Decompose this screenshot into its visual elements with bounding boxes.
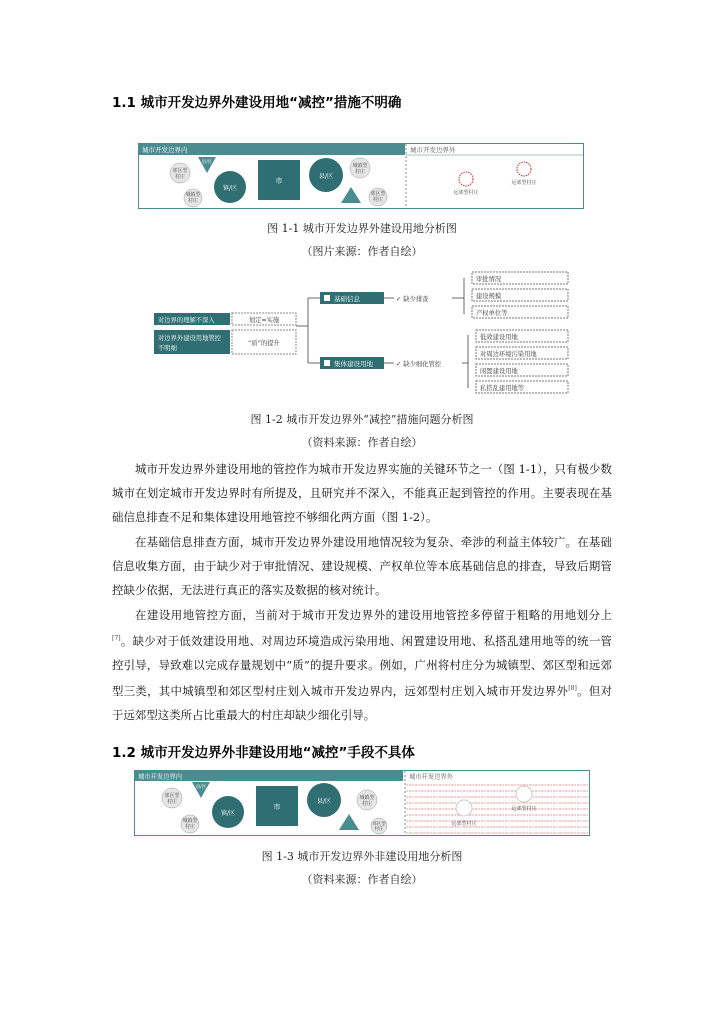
figure-1-3-caption: 图 1-3 城市开发边界外非建设用地分析图 xyxy=(261,850,463,863)
town-village-label-3: 城镇型 xyxy=(182,818,198,824)
far-village-2-label-3: 远郊型村庄 xyxy=(511,806,537,812)
city-node-label: 市 xyxy=(275,177,283,185)
suburban-village-label-2: 村庄 xyxy=(174,174,186,180)
left-result-1-label: 划定=实施 xyxy=(248,317,280,324)
mid-box-2-label: 集体建设用地 xyxy=(334,360,373,368)
paragraph-2: 在基础信息排查方面，城市开发边界外建设用地情况较为复杂、牵涉的利益主体较广。在基础信息收集方面，由于缺少对于审批情况、建设规模、产权单位等本底基础信息的排查，导致后期管控缺少依据，无法进行真正的落实及数据的核对统计。 xyxy=(112,535,612,598)
town-node-label-3: 镇/区 xyxy=(220,810,236,817)
small-district-label: 县/区 xyxy=(201,160,213,165)
right-group-1-item-0: 审批情况 xyxy=(476,276,502,283)
suburban-village-label-3: 郊区型 xyxy=(164,793,180,799)
figure-1-1-caption: 图 1-1 城市开发边界外建设用地分析图 xyxy=(267,222,457,235)
citation-8[interactable]: [8] xyxy=(568,685,577,693)
figure-1-2-caption: 图 1-2 城市开发边界外“减控”措施问题分析图 xyxy=(250,413,474,426)
small-district-label-3: 县/区 xyxy=(195,785,207,790)
figure-1-3-source: （资料来源：作者自绘） xyxy=(301,873,423,886)
right-group-2 xyxy=(476,330,568,393)
non-construction-hatch xyxy=(406,781,589,835)
outside-label: 城市开发边界外 xyxy=(410,146,456,154)
town-village-b-label-3b: 村庄 xyxy=(361,801,373,807)
far-village-1-node-3 xyxy=(456,800,472,816)
left-item-2-label-b: 不明细 xyxy=(158,345,177,352)
city-node-label-3: 市 xyxy=(273,803,281,811)
far-village-2-node xyxy=(517,162,531,176)
inside-label: 城市开发边界内 xyxy=(142,146,188,154)
far-village-1-label: 远郊型村庄 xyxy=(453,190,479,196)
suburban-village-b-label-2: 村庄 xyxy=(372,197,384,203)
right-group-1-item-2: 产权单位等 xyxy=(476,310,508,317)
paragraph-1: 城市开发边界外建设用地的管控作为城市开发边界实施的关键环节之一（图 1-1），只有极少数城市在划定城市开发边界时有所提及，且研究并不深入，不能真正起到管控的作用。主要表现在基础信息排查不足和集体建设用地管控不够细化两方面（图 1-2）。 xyxy=(112,462,612,525)
town-node-label: 镇/区 xyxy=(222,185,238,192)
outside-label-3: 城市开发边界外 xyxy=(409,773,454,781)
citation-7[interactable]: [7] xyxy=(112,635,121,643)
suburban-village-label-3b: 村庄 xyxy=(166,799,178,805)
far-village-2-label: 远郊型村庄 xyxy=(511,180,537,186)
town-village-label-3b: 村庄 xyxy=(184,824,196,830)
right-group-2-item-3: 私搭乱建用地等 xyxy=(480,385,525,392)
right-group-1 xyxy=(472,272,568,318)
town-village-b-label-2: 村庄 xyxy=(354,169,366,175)
paragraph-3 xyxy=(112,603,612,728)
far-village-2-node-3 xyxy=(516,786,532,802)
suburban-village-b-label: 郊区型 xyxy=(370,191,386,197)
far-village-1-node xyxy=(459,172,473,186)
town-village-label-2: 村庄 xyxy=(187,198,199,204)
left-result-2-label: “质”的提升 xyxy=(248,340,280,347)
section-heading-1-1: 1.1 城市开发边界外建设用地“减控”措施不明确 xyxy=(112,95,402,111)
district-node-label-3: 县/区 xyxy=(316,798,332,805)
figure-1-1 xyxy=(138,143,584,213)
figure-1-1-source: （图片来源：作者自绘） xyxy=(301,245,423,258)
suburban-village-b-label-3: 郊区型 xyxy=(372,822,386,827)
figure-1-2-svg xyxy=(150,268,574,398)
left-item-2-label: 对边界外建设用地管控 xyxy=(158,335,221,342)
far-village-1-label-3: 远郊型村庄 xyxy=(451,821,477,827)
section-heading-1-2: 1.2 城市开发边界外非建设用地“减控”手段不具体 xyxy=(112,745,415,761)
left-item-1-label: 对边界的理解不深入 xyxy=(158,317,215,324)
figure-1-3 xyxy=(134,770,590,840)
check-2: ✓ 缺少细化管控 xyxy=(396,361,442,368)
mid-box-1-label: 基础信息 xyxy=(334,295,360,303)
right-group-2-item-0: 低效建设用地 xyxy=(480,334,518,341)
town-village-label: 城镇型 xyxy=(185,192,201,198)
district-node-label: 县/区 xyxy=(318,173,334,180)
town-village-b-label-3: 城镇型 xyxy=(359,795,375,801)
right-group-1-item-1: 建设规模 xyxy=(476,293,502,300)
suburban-village-b-label-3b: 村庄 xyxy=(374,827,384,832)
figure-1-2-source: （资料来源：作者自绘） xyxy=(301,436,423,449)
paragraph-3-b: 。缺少对于低效建设用地、对周边环境造成污染用地、闲置建设用地、私搭乱建用地等的统一管控引导，导致难以完成存量规划中“质”的提升要求。例如，广州将村庄分为城镇型、郊区型和远郊型三类，其中城镇型和郊区型村庄划入城市开发边界内，远郊型村庄划入城市开发边界外 xyxy=(112,634,612,699)
town-village-b-label: 城镇型 xyxy=(352,163,368,169)
figure-1-2 xyxy=(150,268,574,402)
right-group-2-item-2: 闲置建设用地 xyxy=(480,368,518,375)
figure-1-3-svg xyxy=(134,770,590,836)
suburban-village-label: 郊区型 xyxy=(172,168,188,174)
paragraph-3-a: 在建设用地管控方面，当前对于城市开发边界外的建设用地管控多停留于粗略的用地划分上 xyxy=(135,608,612,622)
paragraph-3-c: 。但对于远郊型这类所占比重最大的村庄却缺少细化引导。 xyxy=(112,684,613,723)
right-group-2-item-1: 对周边环境污染用地 xyxy=(480,351,537,358)
inside-label-3: 城市开发边界内 xyxy=(138,773,183,781)
figure-1-1-svg xyxy=(138,143,584,209)
check-1: ✓ 缺少排查 xyxy=(396,296,429,303)
